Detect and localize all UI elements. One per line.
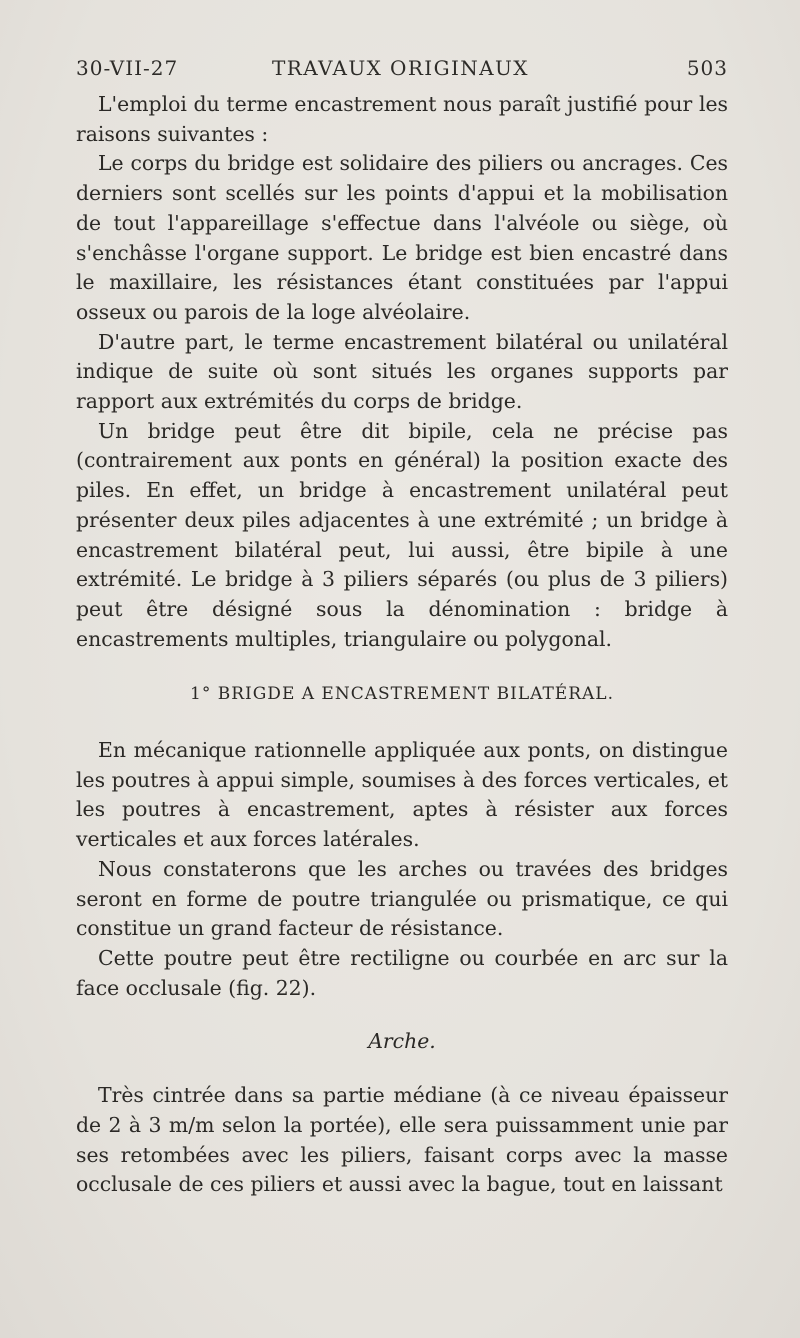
- body-text: [76, 90, 728, 1200]
- paragraph: Un bridge peut être dit bipile, cela ne précise pas (contrairement aux ponts en général) la position exacte des piles. En effet, un bridge à encastrement unilatéral peut présenter deux piles adjacentes à une extrémité ; un bridge à encastrement bilatéral peut, lui aussi, être bipile à une extrémité. Le bridge à 3 piliers séparés (ou plus de 3 piliers) peut être désigné sous la dénomination : bridge à encastrements multiples, triangulaire ou polygonal.: [76, 418, 728, 651]
- paragraph: Le corps du bridge est solidaire des piliers ou ancrages. Ces derniers sont scellés sur les points d'appui et la mobilisation de tout l'appareillage s'effectue dans l'alvéole ou siège, où s'enchâsse l'organe support. Le bridge est bien encastré dans le maxillaire, les résistances étant constituées par l'appui osseux ou parois de la loge alvéolaire.: [76, 151, 728, 324]
- paragraph: Très cintrée dans sa partie médiane (à ce niveau épaisseur de 2 à 3 m/m selon la portée), elle sera puissamment unie par ses retombées avec les piliers, faisant corps avec la masse occlusale de ces piliers et aussi avec la bague, tout en laissant: [76, 1083, 728, 1197]
- paragraph: Cette poutre peut être rectiligne ou courbée en arc sur la face occlusale (fig. 22).: [76, 945, 728, 1000]
- running-head: [76, 56, 728, 84]
- issue-date: 30-VII-27: [76, 56, 179, 80]
- paragraph: Nous constaterons que les arches ou travées des bridges seront en forme de poutre triangulée ou prismatique, ce qui constitue un grand facteur de résistance.: [76, 856, 728, 941]
- page-number: 503: [686, 56, 728, 80]
- journal-section-title: TRAVAUX ORIGINAUX: [272, 56, 529, 80]
- paragraph: En mécanique rationnelle appliquée aux ponts, on distingue les poutres à appui simple, soumises à des forces verticales, et les poutres à encastrement, aptes à résister aux forces verticales et aux forces latérales.: [76, 738, 728, 852]
- section-heading: 1° BRIGDE A ENCASTREMENT BILATÉRAL.: [190, 684, 614, 705]
- subheading: Arche.: [368, 1029, 436, 1054]
- paragraph: L'emploi du terme encastrement nous paraît justifié pour les raisons suivantes :: [76, 92, 728, 146]
- paragraph: D'autre part, le terme encastrement bilatéral ou unilatéral indique de suite où sont situés les organes supports par rapport aux extrémités du corps de bridge.: [76, 329, 728, 414]
